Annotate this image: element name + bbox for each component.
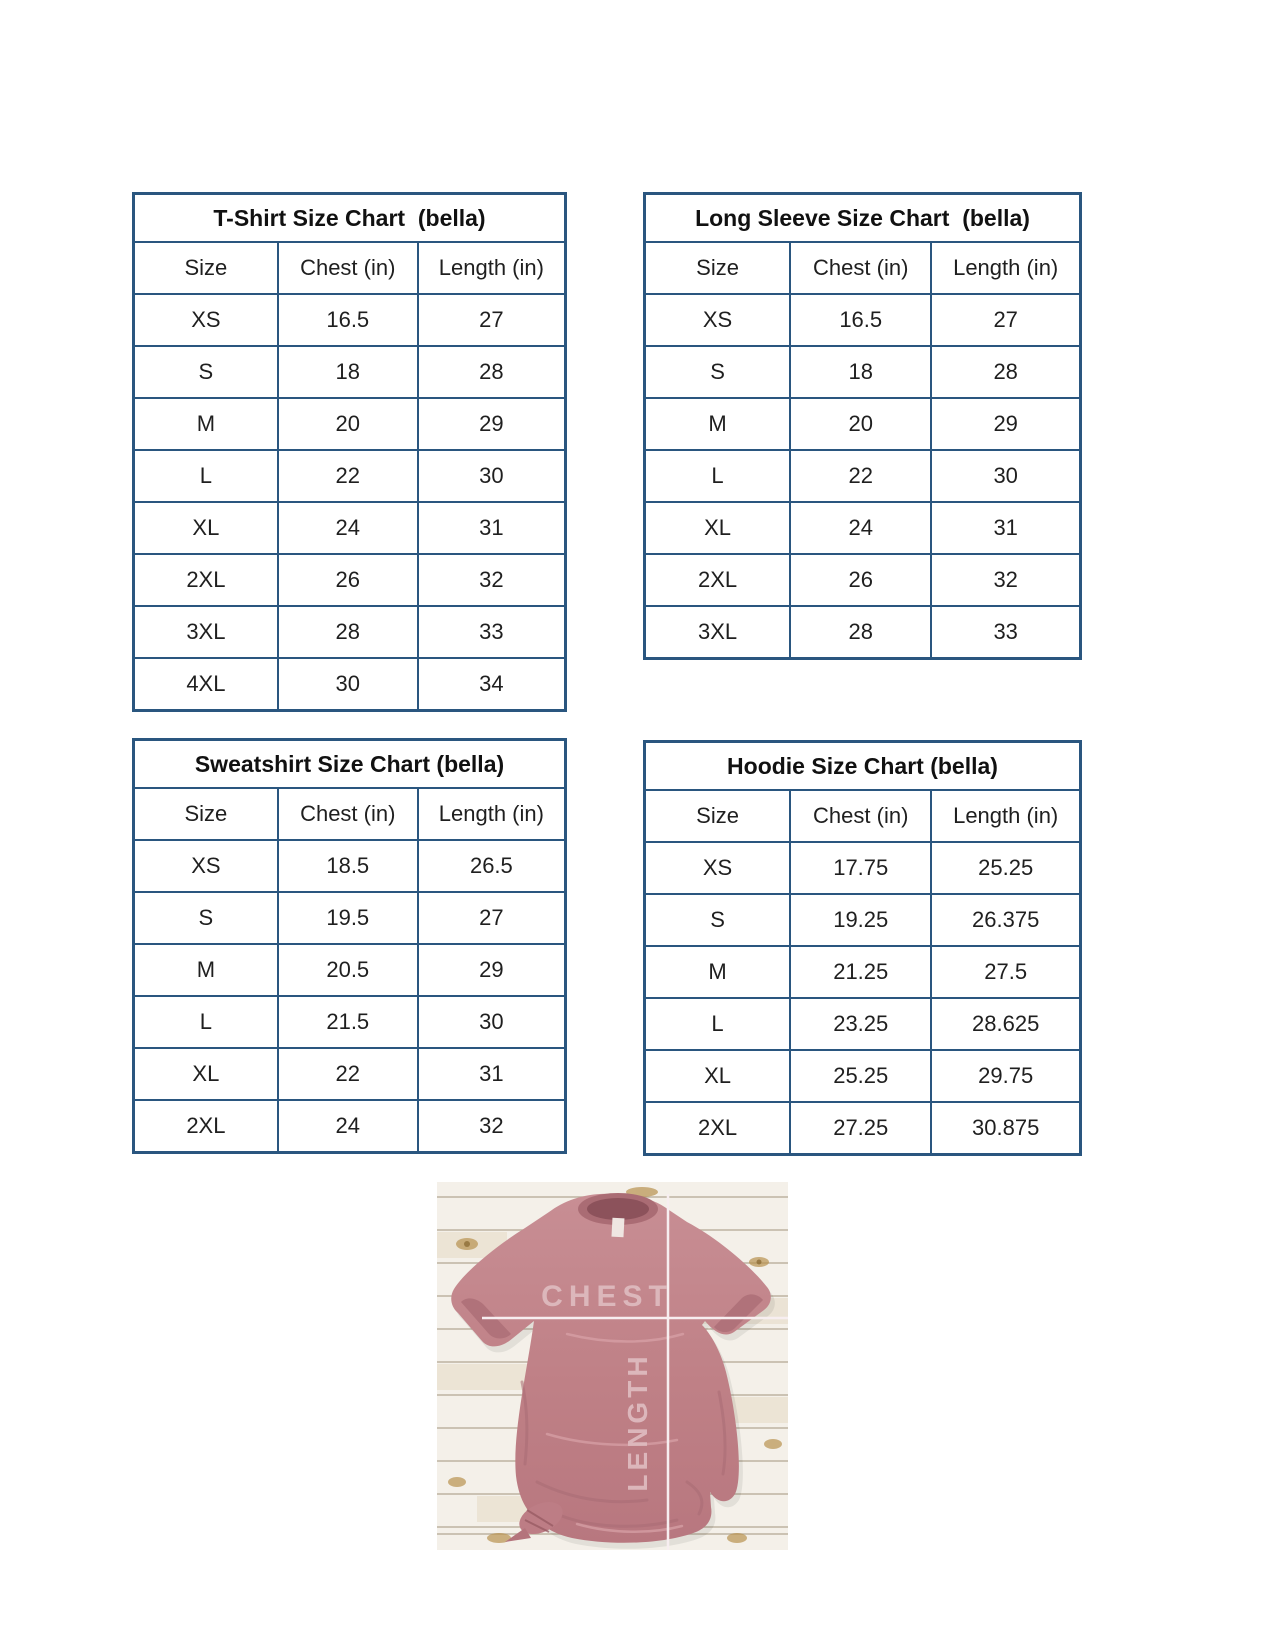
table-cell: XL xyxy=(134,1048,278,1100)
table-cell: 28 xyxy=(278,606,418,658)
table-cell: M xyxy=(645,946,791,998)
table-cell: 26.5 xyxy=(418,840,566,892)
table-cell: L xyxy=(134,450,278,502)
table-cell: 17.75 xyxy=(790,842,931,894)
table-header-row xyxy=(645,790,1081,842)
table-cell: 18 xyxy=(790,346,931,398)
tshirt-size-chart-table xyxy=(132,192,567,712)
table-row xyxy=(645,554,1081,606)
table-title-row xyxy=(645,742,1081,791)
table-cell: 2XL xyxy=(645,554,791,606)
table-row xyxy=(134,892,566,944)
table-cell: 24 xyxy=(790,502,931,554)
table-cell: M xyxy=(645,398,791,450)
column-header-length: Length (in) xyxy=(931,790,1080,842)
table-title: T-Shirt Size Chart (bella) xyxy=(134,194,566,243)
table-cell: 20.5 xyxy=(278,944,418,996)
table-cell: 30 xyxy=(418,996,566,1048)
table-row xyxy=(645,946,1081,998)
table-title-row xyxy=(134,740,566,789)
table-cell: 27 xyxy=(931,294,1080,346)
table-cell: 16.5 xyxy=(790,294,931,346)
table-cell: 28 xyxy=(931,346,1080,398)
table-cell: 19.25 xyxy=(790,894,931,946)
table-cell: 29 xyxy=(418,944,566,996)
table-cell: 33 xyxy=(418,606,566,658)
table-cell: L xyxy=(645,450,791,502)
table-cell: 20 xyxy=(278,398,418,450)
table-cell: 16.5 xyxy=(278,294,418,346)
column-header-size: Size xyxy=(645,242,791,294)
table-cell: S xyxy=(645,346,791,398)
table-title: Sweatshirt Size Chart (bella) xyxy=(134,740,566,789)
table-row xyxy=(134,398,566,450)
column-header-length: Length (in) xyxy=(418,242,566,294)
table-cell: 28 xyxy=(790,606,931,659)
table-cell: 25.25 xyxy=(790,1050,931,1102)
table-cell: XS xyxy=(645,842,791,894)
table-cell: XL xyxy=(645,1050,791,1102)
table-row xyxy=(645,294,1081,346)
table-cell: 26.375 xyxy=(931,894,1080,946)
table-cell: M xyxy=(134,398,278,450)
table-title-row xyxy=(645,194,1081,243)
table-cell: 24 xyxy=(278,1100,418,1153)
table-row xyxy=(645,998,1081,1050)
table-cell: 2XL xyxy=(134,554,278,606)
table-cell: 26 xyxy=(790,554,931,606)
table-cell: 32 xyxy=(931,554,1080,606)
column-header-size: Size xyxy=(134,788,278,840)
table-row xyxy=(134,346,566,398)
table-cell: 23.25 xyxy=(790,998,931,1050)
table-row xyxy=(134,944,566,996)
chest-label: CHEST xyxy=(541,1280,673,1313)
column-header-length: Length (in) xyxy=(418,788,566,840)
table-cell: 27 xyxy=(418,294,566,346)
table-cell: 27.25 xyxy=(790,1102,931,1155)
table-title: Hoodie Size Chart (bella) xyxy=(645,742,1081,791)
table-row xyxy=(134,606,566,658)
collar-opening xyxy=(587,1198,649,1220)
table-cell: 21.5 xyxy=(278,996,418,1048)
table-row xyxy=(134,554,566,606)
table-row xyxy=(134,840,566,892)
table-cell: 18.5 xyxy=(278,840,418,892)
table-row xyxy=(645,842,1081,894)
table-row xyxy=(134,996,566,1048)
table-cell: XS xyxy=(645,294,791,346)
tshirt-photo-graphic xyxy=(437,1182,788,1550)
table-cell: 26 xyxy=(278,554,418,606)
table-title: Long Sleeve Size Chart (bella) xyxy=(645,194,1081,243)
table-cell: 21.25 xyxy=(790,946,931,998)
table-cell: 30 xyxy=(418,450,566,502)
column-header-chest: Chest (in) xyxy=(790,242,931,294)
table-row xyxy=(134,294,566,346)
table-cell: 31 xyxy=(418,1048,566,1100)
table-cell: 2XL xyxy=(645,1102,791,1155)
table-cell: 30 xyxy=(931,450,1080,502)
long-sleeve-size-chart-table xyxy=(643,192,1082,660)
column-header-chest: Chest (in) xyxy=(278,788,418,840)
table-cell: 31 xyxy=(418,502,566,554)
table-cell: 24 xyxy=(278,502,418,554)
table-cell: S xyxy=(645,894,791,946)
hoodie-size-chart-table xyxy=(643,740,1082,1156)
table-row xyxy=(134,450,566,502)
table-cell: 34 xyxy=(418,658,566,711)
table-row xyxy=(645,450,1081,502)
table-cell: 30 xyxy=(278,658,418,711)
table-cell: S xyxy=(134,346,278,398)
table-cell: XL xyxy=(645,502,791,554)
table-cell: L xyxy=(645,998,791,1050)
table-cell: 27 xyxy=(418,892,566,944)
table-cell: 3XL xyxy=(645,606,791,659)
column-header-size: Size xyxy=(134,242,278,294)
table-cell: 20 xyxy=(790,398,931,450)
table-cell: 22 xyxy=(278,450,418,502)
table-cell: 4XL xyxy=(134,658,278,711)
table-cell: XS xyxy=(134,840,278,892)
table-cell: M xyxy=(134,944,278,996)
table-cell: 22 xyxy=(278,1048,418,1100)
table-cell: 22 xyxy=(790,450,931,502)
table-cell: 19.5 xyxy=(278,892,418,944)
table-header-row xyxy=(134,242,566,294)
table-row xyxy=(134,502,566,554)
table-row xyxy=(645,502,1081,554)
sweatshirt-size-chart-table xyxy=(132,738,567,1154)
table-cell: XL xyxy=(134,502,278,554)
table-cell: 32 xyxy=(418,1100,566,1153)
column-header-size: Size xyxy=(645,790,791,842)
table-cell: XS xyxy=(134,294,278,346)
table-header-row xyxy=(645,242,1081,294)
table-cell: 27.5 xyxy=(931,946,1080,998)
table-cell: 28 xyxy=(418,346,566,398)
table-cell: 25.25 xyxy=(931,842,1080,894)
table-cell: S xyxy=(134,892,278,944)
table-cell: 18 xyxy=(278,346,418,398)
table-cell: L xyxy=(134,996,278,1048)
table-cell: 29 xyxy=(418,398,566,450)
column-header-length: Length (in) xyxy=(931,242,1080,294)
neck-size-tag xyxy=(611,1218,624,1238)
table-cell: 33 xyxy=(931,606,1080,659)
table-cell: 32 xyxy=(418,554,566,606)
length-label: LENGTH xyxy=(622,1352,653,1492)
table-row xyxy=(134,1100,566,1153)
table-cell: 29 xyxy=(931,398,1080,450)
table-header-row xyxy=(134,788,566,840)
table-title-row xyxy=(134,194,566,243)
table-cell: 2XL xyxy=(134,1100,278,1153)
table-row xyxy=(645,1102,1081,1155)
table-row xyxy=(134,1048,566,1100)
table-cell: 28.625 xyxy=(931,998,1080,1050)
table-row xyxy=(645,1050,1081,1102)
table-row xyxy=(645,894,1081,946)
table-cell: 3XL xyxy=(134,606,278,658)
table-cell: 30.875 xyxy=(931,1102,1080,1155)
column-header-chest: Chest (in) xyxy=(790,790,931,842)
table-row xyxy=(645,606,1081,659)
table-row xyxy=(645,398,1081,450)
table-cell: 31 xyxy=(931,502,1080,554)
table-row xyxy=(645,346,1081,398)
size-guide-photo xyxy=(437,1182,788,1550)
column-header-chest: Chest (in) xyxy=(278,242,418,294)
table-cell: 29.75 xyxy=(931,1050,1080,1102)
table-row xyxy=(134,658,566,711)
